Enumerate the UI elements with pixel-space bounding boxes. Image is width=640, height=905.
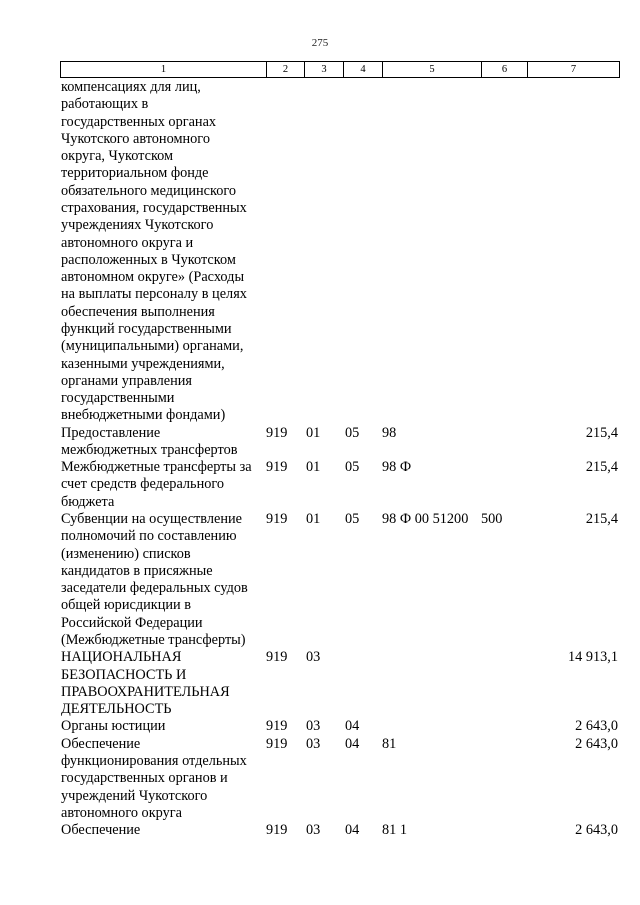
row-name-line: функционирования отдельных — [61, 752, 247, 769]
row-name-line: страхования, государственных — [61, 199, 247, 216]
row-name-line: на выплаты персоналу в целях — [61, 286, 247, 303]
row-name — [60, 649, 266, 718]
row-name-line: территориальном фонде — [61, 165, 209, 182]
ministry-code: 919 — [266, 735, 288, 752]
row-name-line: кандидатов в присяжные — [61, 562, 213, 579]
expense-type-code — [481, 79, 527, 425]
row-name-line: межбюджетных трансфертов — [61, 441, 238, 458]
header-col-4: 4 — [344, 62, 383, 77]
table-row — [60, 649, 618, 718]
row-name-line: Предоставление — [61, 424, 161, 441]
row-name-line: работающих в — [61, 96, 149, 113]
row-name — [60, 79, 266, 425]
row-name-line: автономного округа и — [61, 234, 194, 251]
row-name-line: государственными — [61, 390, 175, 407]
ministry-code: 919 — [266, 718, 288, 735]
table-row — [60, 425, 618, 460]
ministry-code: 919 — [266, 424, 288, 441]
row-name-line: округа, Чукотском — [61, 148, 174, 165]
expense-type-code — [481, 736, 527, 822]
row-name-line: ДЕЯТЕЛЬНОСТЬ — [61, 701, 172, 718]
amount: 2 643,0 — [575, 735, 618, 752]
row-name-line: НАЦИОНАЛЬНАЯ — [61, 649, 182, 666]
expense-type-code: 500 — [481, 511, 503, 528]
subsection-code — [343, 79, 382, 425]
row-name-line: Обеспечение — [61, 735, 141, 752]
row-name-line: автономном округе» (Расходы — [61, 269, 245, 286]
row-name-line: внебюджетными фондами) — [61, 407, 226, 424]
row-name-line: (изменению) списков — [61, 545, 191, 562]
target-article-code: 81 — [382, 735, 397, 752]
row-name-line: (Межбюджетные трансферты) — [61, 632, 246, 648]
ministry-code: 919 — [266, 822, 288, 839]
section-code: 03 — [306, 735, 321, 752]
subsection-code: 05 — [345, 459, 360, 476]
row-name-line: государственных органов и — [61, 770, 228, 787]
row-name-line: (муниципальными) органами, — [61, 338, 244, 355]
row-name-line: учреждениях Чукотского — [61, 217, 214, 234]
amount: 215,4 — [585, 424, 618, 441]
section-code: 03 — [306, 649, 321, 666]
row-name-line: обеспечения выполнения — [61, 303, 215, 320]
subsection-code: 04 — [345, 718, 360, 735]
row-name-line: ПРАВООХРАНИТЕЛЬНАЯ — [61, 683, 230, 700]
row-name-line: общей юрисдикции в — [61, 597, 191, 614]
row-name-line: государственных органах — [61, 113, 217, 130]
header-col-5: 5 — [383, 62, 482, 77]
subsection-code: 05 — [345, 511, 360, 528]
row-name-line: казенными учреждениями, — [61, 355, 225, 372]
row-name-line: полномочий по составлению — [61, 528, 237, 545]
row-name-line: Обеспечение — [61, 822, 141, 839]
table-row — [60, 511, 618, 649]
row-name — [60, 459, 266, 511]
ministry-code: 919 — [266, 649, 288, 666]
section-code: 01 — [306, 424, 321, 441]
amount — [527, 79, 618, 425]
target-article-code — [382, 718, 481, 735]
subsection-code: 05 — [345, 424, 360, 441]
row-name — [60, 718, 266, 735]
section-code — [304, 79, 343, 425]
amount: 215,4 — [585, 459, 618, 476]
row-name-line: компенсациях для лиц, — [61, 79, 201, 95]
row-name-line: обязательного медицинского — [61, 182, 236, 199]
table-row — [60, 822, 618, 839]
amount: 2 643,0 — [575, 718, 618, 735]
expense-type-code — [481, 718, 527, 735]
target-article-code: 98 Ф — [382, 459, 412, 476]
subsection-code: 04 — [345, 822, 360, 839]
row-name-line: Органы юстиции — [61, 718, 166, 735]
row-name-line: автономного округа — [61, 804, 182, 821]
ministry-code: 919 — [266, 459, 288, 476]
target-article-code: 98 — [382, 424, 397, 441]
page-number: 275 — [311, 37, 329, 49]
row-name-line: Субвенции на осуществление — [61, 511, 242, 528]
section-code: 01 — [306, 459, 321, 476]
target-article-code: 81 1 — [382, 822, 408, 839]
header-col-6: 6 — [482, 62, 528, 77]
table-header — [60, 61, 620, 78]
row-name-line: расположенных в Чукотском — [61, 251, 236, 268]
section-code: 01 — [306, 511, 321, 528]
amount: 215,4 — [585, 511, 618, 528]
row-name-line: функций государственными — [61, 320, 232, 337]
target-article-code — [382, 649, 481, 718]
expense-type-code — [481, 425, 527, 460]
row-name — [60, 425, 266, 460]
header-col-7: 7 — [570, 64, 577, 75]
expense-type-code — [481, 822, 527, 839]
expense-type-code — [481, 459, 527, 511]
row-name-line: Межбюджетные трансферты за — [61, 459, 252, 476]
row-name-line: Чукотского автономного — [61, 130, 210, 147]
header-col-3: 3 — [305, 62, 344, 77]
row-name-line: учреждений Чукотского — [61, 787, 208, 804]
table-row — [60, 718, 618, 735]
row-name-line: бюджета — [61, 493, 115, 510]
amount: 14 913,1 — [567, 649, 618, 666]
target-article-code — [382, 79, 481, 425]
amount: 2 643,0 — [575, 822, 618, 839]
section-code: 03 — [306, 822, 321, 839]
header-col-1: 1 — [61, 62, 267, 77]
subsection-code — [343, 649, 382, 718]
ministry-code: 919 — [266, 511, 288, 528]
row-name-line: органами управления — [61, 372, 192, 389]
table-body — [60, 79, 618, 839]
row-name-line: Российской Федерации — [61, 614, 203, 631]
subsection-code: 04 — [345, 735, 360, 752]
row-name-line: БЕЗОПАСНОСТЬ И — [61, 666, 187, 683]
row-name — [60, 822, 266, 839]
header-col-2: 2 — [267, 62, 305, 77]
target-article-code: 98 Ф 00 51200 — [382, 511, 469, 528]
row-name — [60, 736, 266, 822]
table-row — [60, 736, 618, 822]
row-name-line: заседатели федеральных судов — [61, 580, 248, 597]
table-row — [60, 459, 618, 511]
table-row — [60, 79, 618, 425]
row-name-line: счет средств федерального — [61, 476, 225, 493]
ministry-code — [266, 79, 304, 425]
expense-type-code — [481, 649, 527, 718]
section-code: 03 — [306, 718, 321, 735]
row-name — [60, 511, 266, 649]
